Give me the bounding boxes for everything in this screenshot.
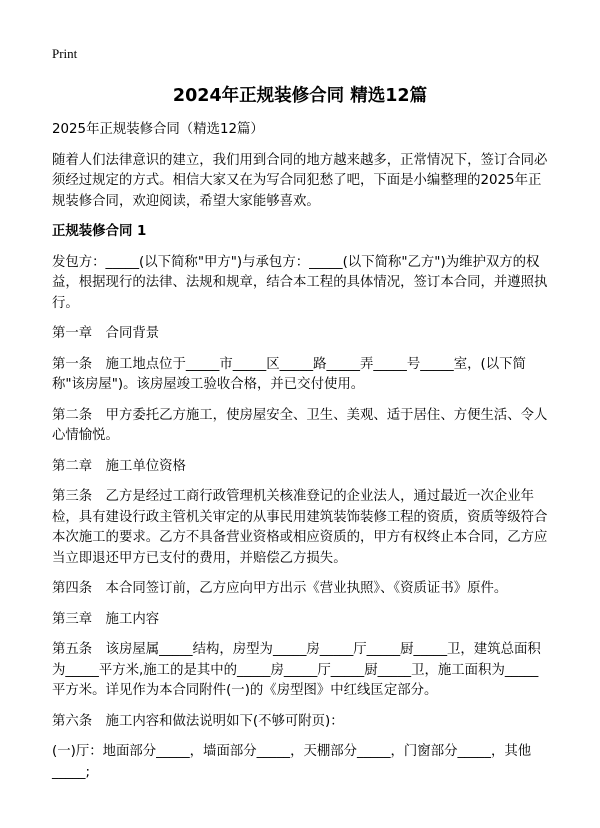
chapter-3-heading: 第三章 施工内容 bbox=[52, 611, 160, 627]
article-1: 第一条 施工地点位于_____市_____区_____路_____弄_____号_____室，(以下简称"该房屋")。该房屋竣工验收合格，并已交付使用。 bbox=[52, 356, 526, 392]
document-subtitle: 2025年正规装修合同（精选12篇） bbox=[52, 122, 264, 137]
item-1-hall: (一)厅：地面部分_____，墙面部分_____，天棚部分_____，门窗部分_____，其他_____; bbox=[52, 744, 532, 780]
article-5: 第五条 该房屋属_____结构，房型为_____房_____厅_____厨_____卫，建筑总面积为_____平方米,施工的是其中的_____房_____厅_____厨_____卫，施工面积为_____平方米。详见作为本合同附件(一)的《房型图》中红线匡定部分。 bbox=[52, 642, 541, 698]
document-title: 2024年正规装修合同 精选12篇 bbox=[172, 86, 428, 106]
article-4: 第四条 本合同签订前，乙方应向甲方出示《营业执照》、《资质证书》原件。 bbox=[52, 581, 508, 596]
chapter-2-heading: 第二章 施工单位资格 bbox=[52, 458, 186, 474]
chapter-1-heading: 第一章 合同背景 bbox=[52, 326, 160, 341]
intro-paragraph: 随着人们法律意识的建立，我们用到合同的地方越来越多，正常情况下，签订合同必须经过规定的方式。相信大家又在为写合同犯愁了吧，下面是小编整理的2025年正规装修合同，欢迎阅读，希望大家能够喜欢。 bbox=[52, 152, 548, 209]
section-heading: 正规装修合同 1 bbox=[52, 224, 147, 239]
document-body bbox=[52, 120, 548, 783]
article-2: 第二条 甲方委托乙方施工，使房屋安全、卫生、美观、适于居住、方便生活、令人心情愉悦。 bbox=[52, 407, 548, 443]
article-6: 第六条 施工内容和做法说明如下(不够可附页)： bbox=[52, 713, 344, 729]
article-3: 第三条 乙方是经过工商行政管理机关核准登记的企业法人，通过最近一次企业年检，具有建设行政主管机关审定的从事民用建筑装饰装修工程的资质，资质等级符合本次施工的要求。乙方不具备营业资格或相应资质的，甲方有权终止本合同，乙方应当立即退还甲方已支付的费用，并赔偿乙方损失。 bbox=[52, 489, 548, 566]
print-label[interactable]: Print bbox=[52, 46, 78, 61]
parties-paragraph: 发包方：_____(以下简称"甲方")与承包方：_____(以下简称"乙方")为维护双方的权益，根据现行的法律、法规和规章，结合本工程的具体情况，签订本合同，并遵照执行。 bbox=[52, 254, 548, 311]
